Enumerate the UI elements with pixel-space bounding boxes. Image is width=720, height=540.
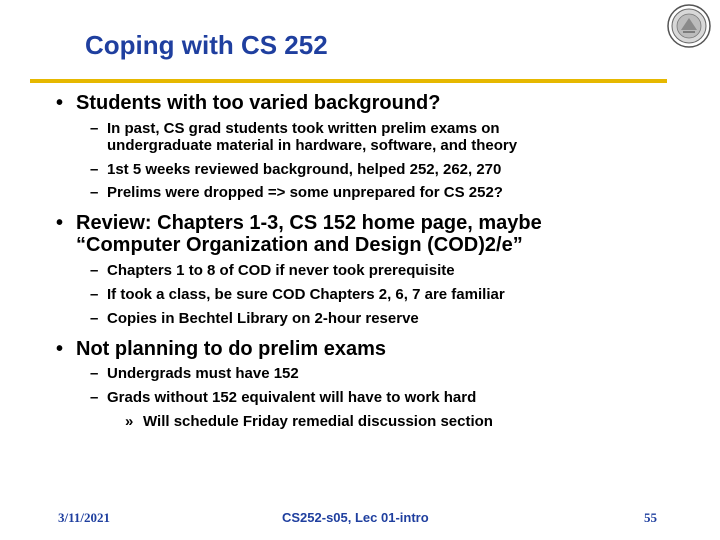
bullet-marker: • xyxy=(56,92,64,114)
bullet-text: Not planning to do prelim exams xyxy=(76,338,387,360)
dash-marker: – xyxy=(90,161,99,178)
sub-bullet-text: Copies in Bechtel Library on 2-hour reserve xyxy=(107,310,419,327)
title-rule xyxy=(30,79,667,83)
sub-bullet-text: Prelims were dropped => some unprepared for CS 252? xyxy=(107,184,503,201)
sub-bullet-text: Grads without 152 equivalent will have to work hard xyxy=(107,389,477,406)
footer-date: 3/11/2021 xyxy=(58,510,111,525)
footer-course: CS252-s05, Lec 01-intro xyxy=(282,510,429,525)
footer-page-number: 55 xyxy=(644,510,657,525)
dash-marker: – xyxy=(90,262,99,279)
university-seal-icon xyxy=(667,4,711,48)
dash-marker: – xyxy=(90,310,99,327)
bullet-text: “Computer Organization and Design (COD)2/e” xyxy=(76,234,523,256)
sub-bullet-text: Chapters 1 to 8 of COD if never took prerequisite xyxy=(107,262,455,279)
sub-bullet-text: 1st 5 weeks reviewed background, helped 252, 262, 270 xyxy=(107,161,502,178)
dash-marker: – xyxy=(90,389,99,406)
chevron-marker: » xyxy=(125,413,134,430)
dash-marker: – xyxy=(90,286,99,303)
sub-bullet-text: undergraduate material in hardware, software, and theory xyxy=(107,137,518,154)
bullet-marker: • xyxy=(56,338,64,360)
slide-title: Coping with CS 252 xyxy=(85,30,328,60)
bullet-text: Review: Chapters 1-3, CS 152 home page, maybe xyxy=(76,212,542,234)
sub-bullet-text: If took a class, be sure COD Chapters 2, 6, 7 are familiar xyxy=(107,286,505,303)
sub-bullet-text: In past, CS grad students took written prelim exams on xyxy=(107,120,500,137)
bullet-marker: • xyxy=(56,212,64,234)
sub-bullet-text: Undergrads must have 152 xyxy=(107,365,299,382)
dash-marker: – xyxy=(90,184,99,201)
dash-marker: – xyxy=(90,365,99,382)
sub-sub-bullet-text: Will schedule Friday remedial discussion section xyxy=(143,413,493,430)
bullet-text: Students with too varied background? xyxy=(76,92,441,114)
dash-marker: – xyxy=(90,120,99,137)
